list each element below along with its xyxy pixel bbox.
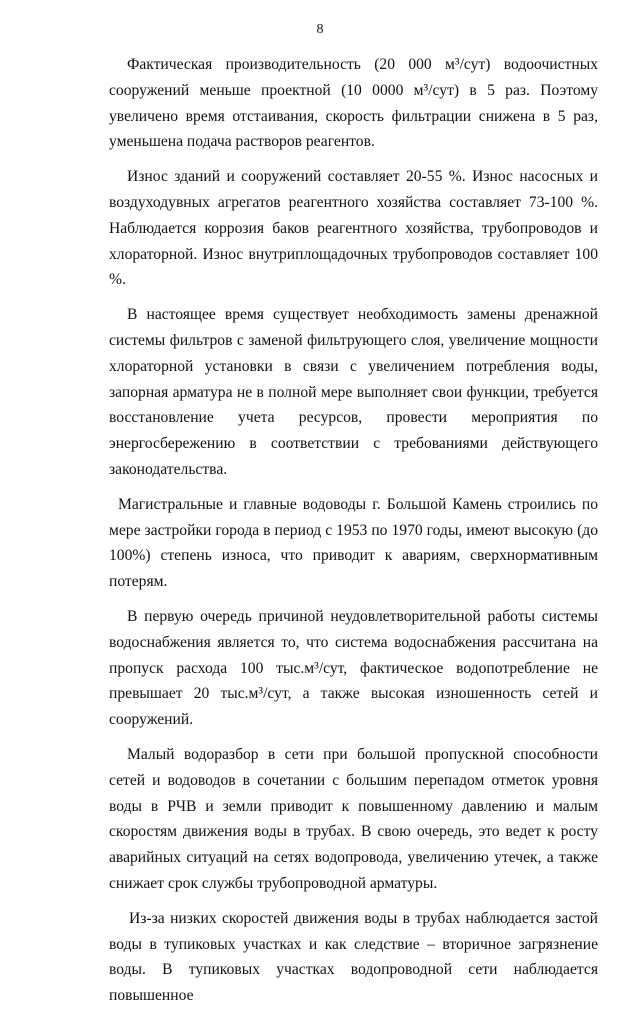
paragraph-building-wear: Износ зданий и сооружений составляет 20-55 %. Износ насосных и воздуходувных агрегатов реагентного хозяйства составляет 73-100 %. Наблюдается коррозия баков реагентного хозяйства, трубопроводов и хлораторной. Износ внутриплощадочных трубопроводов составляет 100 %.	[109, 168, 598, 289]
paragraph-main-cause: В первую очередь причиной неудовлетворительной работы системы водоснабжения является то, что система водоснабжения рассчитана на пропуск расхода 100 тыс.м³/сут, фактическое водопотребление не превышает 20 тыс.м³/сут, а также высокая изношенность сетей и сооружений.	[109, 607, 598, 729]
page-number: 8	[316, 22, 324, 37]
paragraph-water-mains: Магистральные и главные водоводы г. Большой Камень строились по мере застройки города в период с 1953 по 1970 годы, имеют высокую (до 100%) степень износа, что приводит к авариям, сверхнормативным потерям.	[109, 495, 598, 591]
paragraph-low-consumption: Малый водоразбор в сети при большой пропускной способности сетей и водоводов в сочетании с большим перепадом отметок уровня воды в РЧВ и земли приводит к повышенному давлению и малым скоростям движения воды в трубах. В свою очередь, это ведет к росту аварийных ситуаций на сетях водопровода, увеличению утечек, а также снижает срок службы трубопроводной арматуры.	[109, 745, 598, 892]
paragraph-stagnation: Из-за низких скоростей движения воды в трубах наблюдается застой воды в тупиковых участках и как следствие – вторичное загрязнение воды. В тупиковых участках водопроводной сети наблюдается повышенное	[109, 909, 598, 1005]
paragraph-actual-capacity: Фактическая производительность (20 000 м³/сут) водоочистных сооружений меньше проектной (10 0000 м³/сут) в 5 раз. Поэтому увеличено время отстаивания, скорость фильтрации снижена в 5 раз, уменьшена подача растворов реагентов.	[109, 56, 598, 151]
document-body	[109, 52, 598, 1009]
paragraph-required-measures: В настоящее время существует необходимость замены дренажной системы фильтров с заменой фильтрующего слоя, увеличение мощности хлораторной установки в связи с увеличением потребления воды, запорная арматура не в полной мере выполняет свои функции, требуется восстановление учета ресурсов, провести мероприятия по энергосбережению в соответствии с требованиями действующего законодательства.	[109, 306, 598, 478]
